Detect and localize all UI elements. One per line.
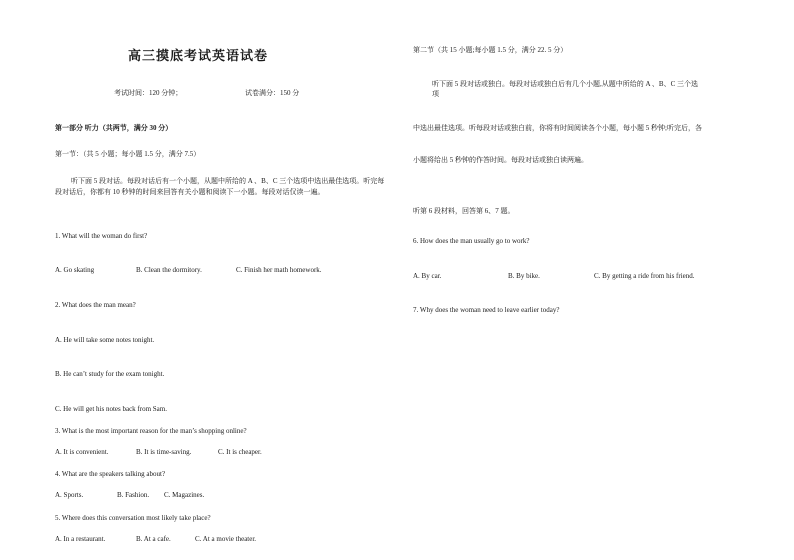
- q2-stem: 2. What does the man mean?: [55, 301, 136, 309]
- section2-heading: 第二节（共 15 小题;每小题 1.5 分，满分 22. 5 分）: [413, 46, 568, 54]
- q4-stem: 4. What are the speakers talking about?: [55, 470, 166, 478]
- section1-instructions: 听下面 5 段对话。每段对话后有一个小题，从题中所给的 A 、B、C 三个选项中选出最佳选项。听完每段对话后，你都有 10 秒钟的时间来回答有关小题和阅读下一小题。每段对话仅读一遍。: [55, 177, 385, 196]
- q5-option-c: C. At a movie theater.: [195, 535, 257, 543]
- q6-option-b: B. By bike.: [508, 272, 540, 280]
- q6-option-a: A. By car.: [413, 272, 442, 280]
- section2-instructions-line1: 听下面 5 段对话或独白。每段对话或独白后有几个小题,从题中所给的 A 、B、C 三个选: [432, 80, 699, 88]
- q4-option-c: C. Magazines.: [164, 491, 205, 499]
- q3-option-a: A. It is convenient.: [55, 448, 109, 456]
- q5-option-b: B. At a cafe.: [136, 535, 171, 543]
- q2-option-b: B. He can’t study for the exam tonight.: [55, 370, 165, 378]
- q2-option-a: A. He will take some notes tonight.: [55, 336, 155, 344]
- section2-instructions-line4: 小题将给出 5 秒钟的作答时间。每段对话或独白读两遍。: [413, 156, 588, 164]
- q4-option-a: A. Sports.: [55, 491, 84, 499]
- q4-option-b: B. Fashion.: [117, 491, 150, 499]
- q3-option-b: B. It is time-saving.: [136, 448, 192, 456]
- q5-stem: 5. Where does this conversation most likely take place?: [55, 514, 211, 522]
- q7-stem: 7. Why does the woman need to leave earlier today?: [413, 306, 560, 314]
- section2-instructions-line2: 项: [432, 90, 439, 98]
- q6-option-c: C. By getting a ride from his friend.: [594, 272, 695, 280]
- full-score: 试卷满分：150 分: [245, 89, 300, 97]
- section2-instructions-line3: 中选出最佳选项。听每段对话或独白前，你将有时间阅读各个小题，每小题 5 秒钟;听完后，各: [413, 124, 702, 132]
- q5-option-a: A. In a restaurant.: [55, 535, 106, 543]
- q2-option-c: C. He will get his notes back from Sam.: [55, 405, 167, 413]
- q1-option-c: C. Finish her math homework.: [236, 266, 322, 274]
- section1-heading: 第一节：（共 5 小题；每小题 1.5 分，满分 7.5）: [55, 150, 201, 158]
- part1-heading: 第一部分 听力（共两节，满分 30 分）: [55, 124, 173, 132]
- q3-option-c: C. It is cheaper.: [218, 448, 262, 456]
- q1-stem: 1. What will the woman do first?: [55, 232, 148, 240]
- exam-time: 考试时间：120 分钟；: [114, 89, 183, 97]
- exam-title: 高三摸底考试英语试卷: [128, 48, 269, 63]
- q1-option-a: A. Go skating: [55, 266, 95, 274]
- q1-option-b: B. Clean the dormitory.: [136, 266, 202, 274]
- material6-heading: 听第 6 段材料，回答第 6、7 题。: [413, 207, 515, 215]
- q3-stem: 3. What is the most important reason for the man’s shopping online?: [55, 427, 247, 435]
- q6-stem: 6. How does the man usually go to work?: [413, 237, 530, 245]
